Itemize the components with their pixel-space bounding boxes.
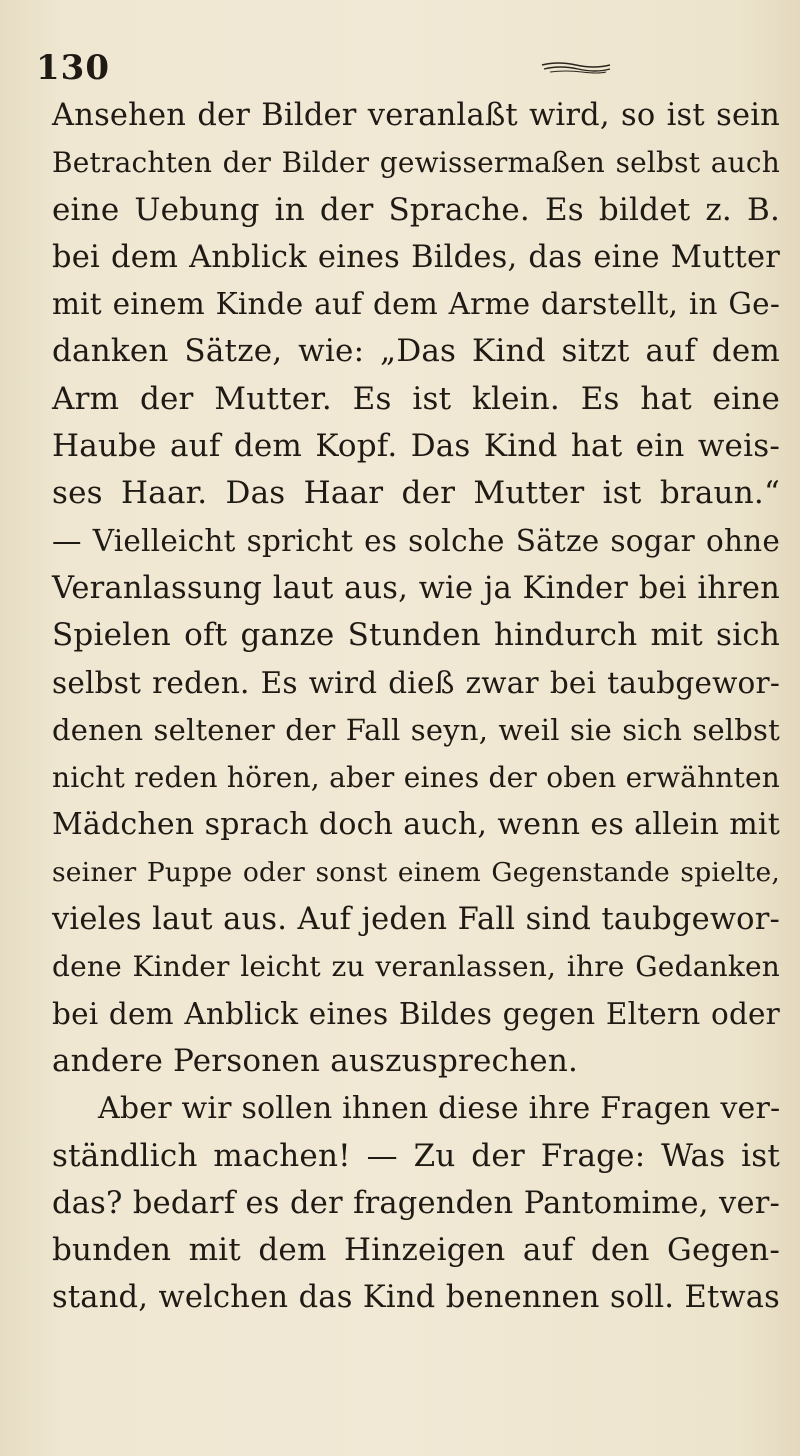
text-line: mit einem Kinde auf dem Arme darstellt, in Ge- <box>52 287 780 322</box>
body-text <box>52 92 780 1322</box>
text-line: Haube auf dem Kopf. Das Kind hat ein weis- <box>52 428 780 465</box>
header-ornament <box>540 60 612 74</box>
text-line: Veranlassung laut aus, wie ja Kinder bei ihren <box>52 570 780 606</box>
text-line: eine Uebung in der Sprache. Es bildet z. B. <box>52 191 780 228</box>
text-line: Aber wir sollen ihnen diese ihre Fragen ver- <box>98 1091 781 1127</box>
text-line: Ansehen der Bilder veranlaßt wird, so ist sein <box>52 98 780 133</box>
text-line: Arm der Mutter. Es ist klein. Es hat eine <box>52 380 780 417</box>
text-line: Spielen oft ganze Stunden hindurch mit sich <box>52 617 780 654</box>
text-line: Mädchen sprach doch auch, wenn es allein mit <box>52 807 780 843</box>
text-line: bunden mit dem Hinzeigen auf den Gegen- <box>52 1232 780 1269</box>
text-line: selbst reden. Es wird dieß zwar bei taubgewor- <box>52 665 780 700</box>
text-line: ses Haar. Das Haar der Mutter ist braun.“ <box>52 475 780 512</box>
text-line: bei dem Anblick eines Bildes gegen Eltern oder <box>52 996 780 1031</box>
text-line: — Vielleicht spricht es solche Sätze sogar ohne <box>52 523 780 558</box>
text-line: das? bedarf es der fragenden Pantomime, ver- <box>52 1185 780 1221</box>
text-line: ständlich machen! — Zu der Frage: Was ist <box>52 1137 780 1174</box>
text-line: stand, welchen das Kind benennen soll. Etwas <box>52 1280 780 1316</box>
page-number: 130 <box>36 48 110 88</box>
text-line: bei dem Anblick eines Bildes, das eine Mutter <box>52 239 780 275</box>
text-line: denen seltener der Fall seyn, weil sie sich selbst <box>52 712 780 747</box>
text-line: danken Sätze, wie: „Das Kind sitzt auf dem <box>52 333 780 370</box>
text-line: vieles laut aus. Auf jeden Fall sind taubgewor- <box>52 902 780 938</box>
text-line: andere Personen auszusprechen. <box>52 1042 579 1079</box>
text-line: nicht reden hören, aber eines der oben erwähnten <box>52 761 780 795</box>
text-line: seiner Puppe oder sonst einem Gegenstande spielte, <box>52 856 780 888</box>
text-line: dene Kinder leicht zu veranlassen, ihre Gedanken <box>52 950 780 984</box>
text-line: Betrachten der Bilder gewissermaßen selbst auch <box>52 146 780 180</box>
